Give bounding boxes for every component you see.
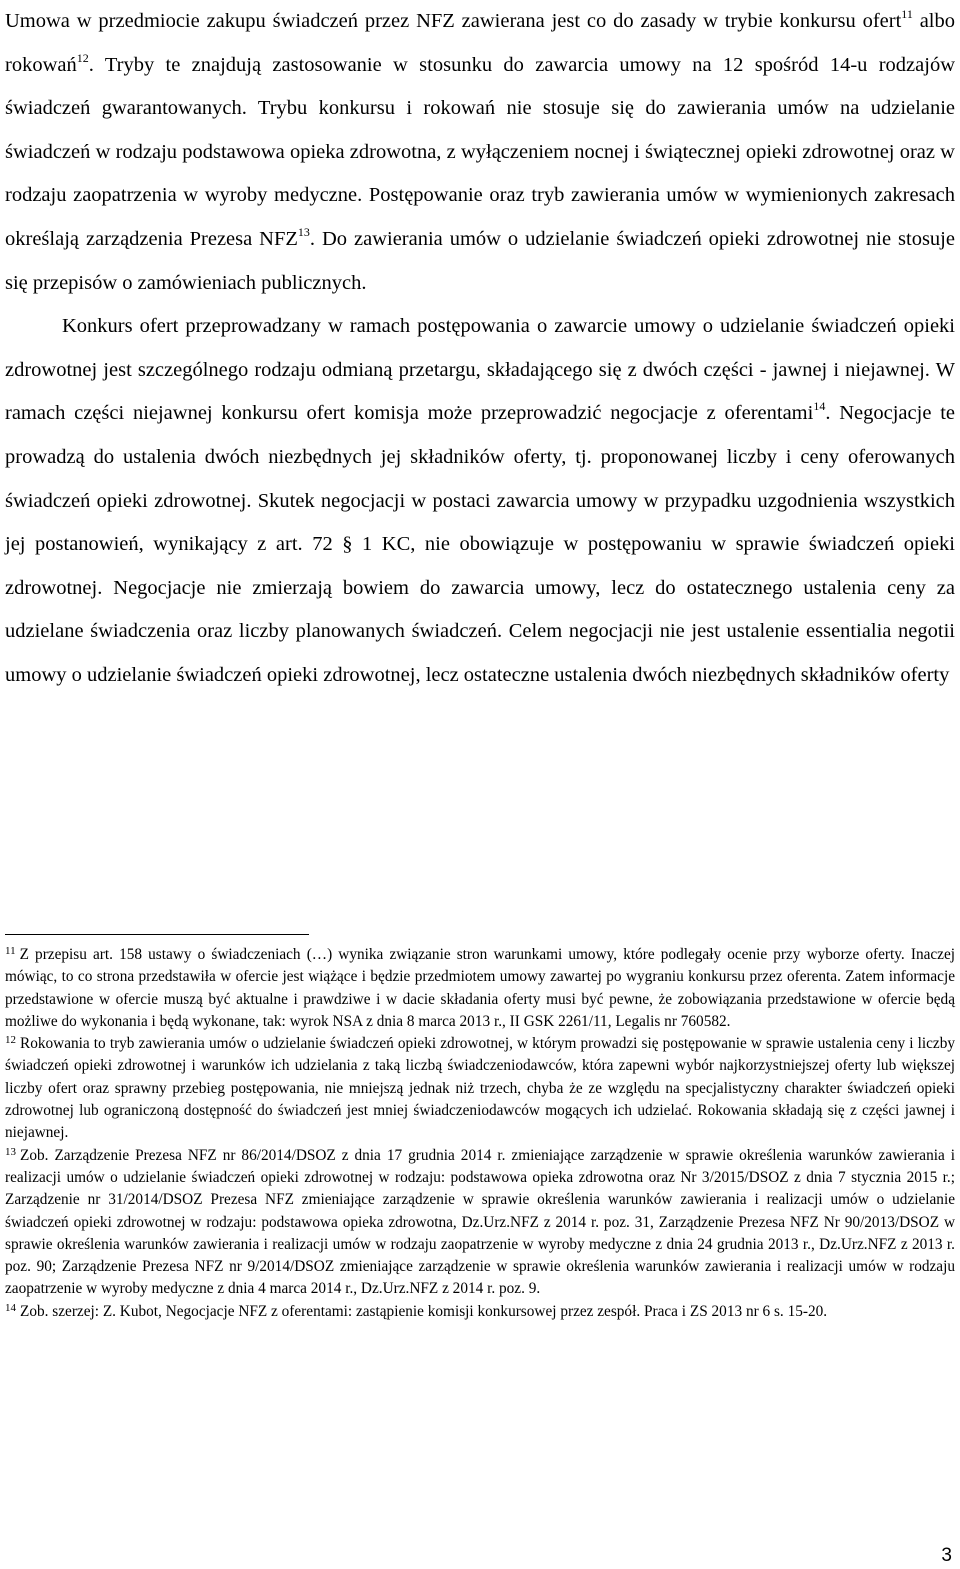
footnote-ref-14[interactable]: 14 — [813, 399, 826, 414]
paragraph-1-text: albo rokowań — [5, 10, 955, 76]
footnote-12 — [5, 1033, 955, 1144]
footnote-11 — [5, 944, 955, 1033]
page-number: 3 — [941, 1545, 952, 1566]
footnote-ref-13[interactable]: 13 — [297, 224, 310, 239]
paragraph-2-text: Konkurs ofert przeprowadzany w ramach postępowania o zawarcie umowy o udzielanie świadczeń opieki zdrowotnej jest szczególnego rodzaju odmianą przetargu, składającego się z dwóch części - jawnej i niejawnej. W ramach części niejawnej konkursu ofert komisja może przeprowadzić negocjacje z oferentami — [5, 315, 955, 425]
paragraph-1 — [5, 0, 955, 305]
paragraph-1-text: Umowa w przedmiocie zakupu świadczeń przez NFZ zawierana jest co do zasady w trybie konkursu ofert — [5, 10, 902, 32]
footnote-number: 12 — [5, 1034, 16, 1047]
paragraph-1-text: . Tryby te znajdują zastosowanie w stosunku do zawarcia umowy na 12 spośród 14-u rodzajów świadczeń gwarantowanych. Trybu konkursu i rokowań nie stosuje się do zawierania umów na udzielanie świadczeń w rodzaju podstawowa opieka zdrowotna, z wyłączeniem nocnej i świątecznej opieki zdrowotnej oraz w rodzaju zaopatrzenia w wyroby medyczne. Postępowanie oraz tryb zawierania umów w wymienionych zakresach określają zarządzenia Prezesa NFZ — [5, 53, 955, 250]
paragraph-1-text: . Do zawierania umów o udzielanie świadczeń opieki zdrowotnej nie stosuje się przepisów o zamówieniach publicznych. — [5, 227, 955, 294]
footnote-14 — [5, 1301, 955, 1323]
footnote-text: Zob. szerzej: Z. Kubot, Negocjacje NFZ z oferentami: zastąpienie komisji konkursowej przez zespół. Praca i ZS 2013 nr 6 s. 15-20. — [20, 1302, 828, 1320]
footnote-text: Z przepisu art. 158 ustawy o świadczeniach (…) wynika związanie stron warunkami umowy, które podlegały ocenie przy wyborze oferty. Inaczej mówiąc, to co strona przedstawiła w ofercie jest wiążące i będzie przedmiotem umowy zawartej po wygraniu konkursu przez oferenta. Zatem informacje przedstawione w ofercie muszą być aktualne i prawdziwe i w dacie składania oferty musi być pewne, że zobowiązania przedstawione w ofercie będą możliwe do wykonania i będą wykonane, tak: wyrok NSA z dnia 8 marca 2013 r., II GSK 2261/11, Legalis nr 760582. — [5, 946, 955, 1030]
document-page — [5, 0, 955, 698]
footnote-ref-11[interactable]: 11 — [901, 7, 913, 21]
footnote-text: Rokowania to tryb zawierania umów o udzielanie świadczeń opieki zdrowotnej, w którym prowadzi się postępowanie w sprawie ustalenia ceny i liczby świadczeń opieki zdrowotnej i warunków ich udzielania z taką liczbą świadczeniodawców, która zapewni wybór najkorzystniejszej oferty lub większej liczby ofert oraz sprawny przebieg postępowania, nie mniejszą jednak niż trzech, chyba że ze względu na specjalistyczny charakter świadczeń opieki zdrowotnej lub ograniczoną dostępność do świadczeń jest mniej świadczeniodawców mogących ich udzielać. Rokowania składają się z części jawnej i niejawnej. — [5, 1035, 955, 1142]
footnote-number: 11 — [5, 945, 16, 957]
footnotes-section — [5, 944, 955, 1323]
footnote-separator — [5, 934, 309, 935]
footnote-number: 14 — [5, 1301, 16, 1314]
paragraph-2 — [5, 305, 955, 697]
footnote-text: Zob. Zarządzenie Prezesa NFZ nr 86/2014/DSOZ z dnia 17 grudnia 2014 r. zmieniające zarządzenie w sprawie określenia warunków zawierania i realizacji umów o udzielanie świadczeń opieki zdrowotnej w rodzaju: podstawowa opieka zdrowotna oraz Nr 3/2015/DSOZ z dnia 7 stycznia 2015 r.; Zarządzenie nr 31/2014/DSOZ Prezesa NFZ zmieniające zarządzenie w sprawie określenia warunków zawierania i realizacji umów o udzielanie świadczeń opieki zdrowotnej w rodzaju: podstawowa opieka zdrowotna, Dz.Urz.NFZ z 2014 r. poz. 31, Zarządzenie Prezesa NFZ Nr 90/2013/DSOZ w sprawie określenia warunków zawierania i realizacji umów w rodzaju zaopatrzenie w wyroby medyczne z dnia 24 grudnia 2013 r., Dz.Urz.NFZ z 2013 r. poz. 90; Zarządzenie Prezesa NFZ nr 9/2014/DSOZ zmieniające zarządzenie w sprawie określenia warunków zawierania i realizacji umów w rodzaju zaopatrzenie w wyroby medyczne z dnia 4 marca 2014 r., Dz.Urz.NFZ z 2014 r. poz. 9. — [5, 1146, 955, 1298]
footnote-number: 13 — [5, 1145, 16, 1158]
paragraph-2-text: . Negocjacje te prowadzą do ustalenia dwóch niezbędnych jej składników oferty, tj. proponowanej liczby i ceny oferowanych świadczeń opieki zdrowotnej. Skutek negocjacji w postaci zawarcia umowy w przypadku uzgodnienia wszystkich jej postanowień, wynikający z art. 72 § 1 KC, nie obowiązuje w postępowaniu w sprawie świadczeń opieki zdrowotnej. Negocjacje nie zmierzają bowiem do zawarcia umowy, lecz do ostatecznego ustalenia ceny za udzielane świadczenia oraz liczby planowanych świadczeń. Celem negocjacji nie jest ustalenie essentialia negotii umowy o udzielanie świadczeń opieki zdrowotnej, lecz ostateczne ustalenia dwóch niezbędnych składników oferty — [5, 402, 955, 686]
footnote-13 — [5, 1145, 955, 1301]
footnote-ref-12[interactable]: 12 — [76, 50, 89, 65]
